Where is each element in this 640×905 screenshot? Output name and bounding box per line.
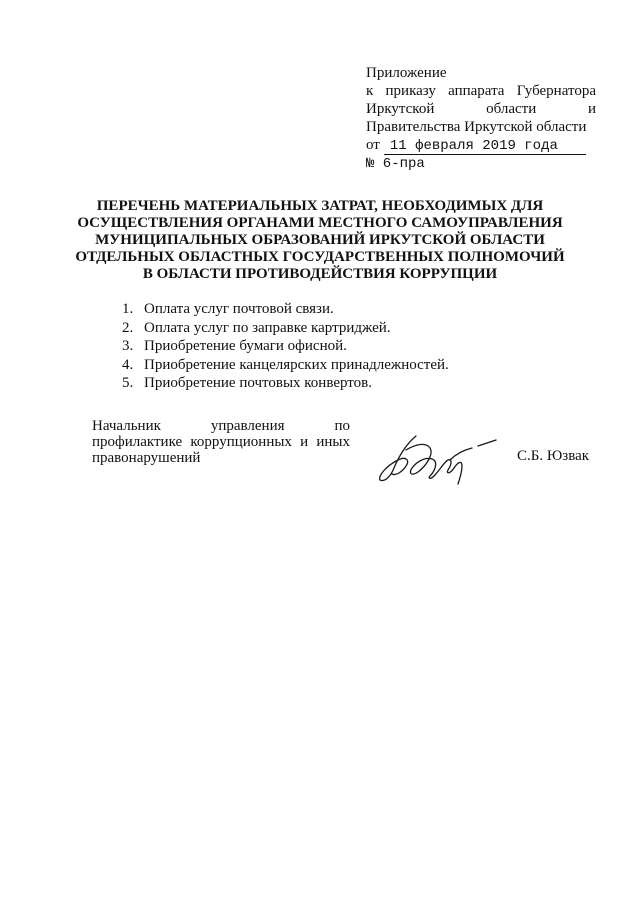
date-prefix: от bbox=[366, 137, 380, 153]
list-item bbox=[122, 337, 449, 356]
signatory-position bbox=[92, 418, 350, 466]
item-number: 1. bbox=[122, 301, 134, 317]
position-word: профилактике bbox=[92, 434, 183, 450]
position-line: правонарушений bbox=[92, 450, 201, 466]
appendix-government-line: Правительства Иркутской области bbox=[366, 119, 587, 135]
item-number: 5. bbox=[122, 375, 134, 391]
order-number: № 6-пра bbox=[366, 156, 425, 172]
position-word: по bbox=[334, 418, 350, 434]
title-line: ПЕРЕЧЕНЬ МАТЕРИАЛЬНЫХ ЗАТРАТ, НЕОБХОДИМЫХ ДЛЯ bbox=[96, 198, 544, 214]
position-line bbox=[92, 434, 350, 450]
position-word: управления bbox=[210, 418, 285, 434]
item-text: Приобретение почтовых конвертов. bbox=[144, 375, 372, 391]
appendix-word: Иркутской bbox=[366, 101, 435, 117]
title-line: ОТДЕЛЬНЫХ ОБЛАСТНЫХ ГОСУДАРСТВЕННЫХ ПОЛНОМОЧИЙ bbox=[75, 249, 565, 265]
appendix-word: к bbox=[366, 83, 374, 99]
title-line: В ОБЛАСТИ ПРОТИВОДЕЙСТВИЯ КОРРУПЦИИ bbox=[142, 266, 498, 282]
appendix-word: и bbox=[587, 101, 596, 117]
appendix-word: приказу bbox=[385, 83, 436, 99]
expense-list bbox=[122, 300, 449, 393]
position-word: и bbox=[300, 434, 309, 450]
signer-name: С.Б. Юзвак bbox=[517, 448, 590, 464]
position-line bbox=[92, 418, 350, 434]
title-line: ОСУЩЕСТВЛЕНИЯ ОРГАНАМИ МЕСТНОГО САМОУПРАВЛЕНИЯ bbox=[77, 215, 563, 231]
item-text: Приобретение бумаги офисной. bbox=[144, 338, 347, 354]
item-number: 2. bbox=[122, 319, 134, 336]
title-line: МУНИЦИПАЛЬНЫХ ОБРАЗОВАНИЙ ИРКУТСКОЙ ОБЛАСТИ bbox=[95, 232, 545, 248]
list-item bbox=[122, 319, 449, 338]
appendix-heading: Приложение bbox=[366, 65, 447, 81]
item-number: 4. bbox=[122, 356, 134, 373]
appendix-word: аппарата bbox=[448, 83, 505, 99]
list-item bbox=[122, 300, 449, 319]
appendix-order-line bbox=[366, 82, 596, 100]
appendix-word: области bbox=[486, 101, 537, 117]
order-date: 11 февраля 2019 года bbox=[384, 138, 586, 155]
item-text: Приобретение канцелярских принадлежностей. bbox=[144, 356, 449, 373]
list-item bbox=[122, 356, 449, 375]
appendix-word: Губернатора bbox=[516, 83, 596, 99]
position-word: иных bbox=[316, 434, 350, 450]
item-text: Оплата услуг по заправке картриджей. bbox=[144, 319, 391, 336]
appendix-block bbox=[366, 64, 596, 173]
appendix-region-line bbox=[366, 100, 596, 118]
position-word: коррупционных bbox=[190, 434, 292, 450]
document-title bbox=[60, 198, 580, 283]
position-word: Начальник bbox=[92, 418, 161, 434]
handwritten-signature bbox=[376, 430, 506, 490]
item-number: 3. bbox=[122, 338, 134, 354]
appendix-date-line bbox=[366, 136, 596, 155]
list-item bbox=[122, 374, 449, 393]
item-text: Оплата услуг почтовой связи. bbox=[144, 301, 334, 317]
